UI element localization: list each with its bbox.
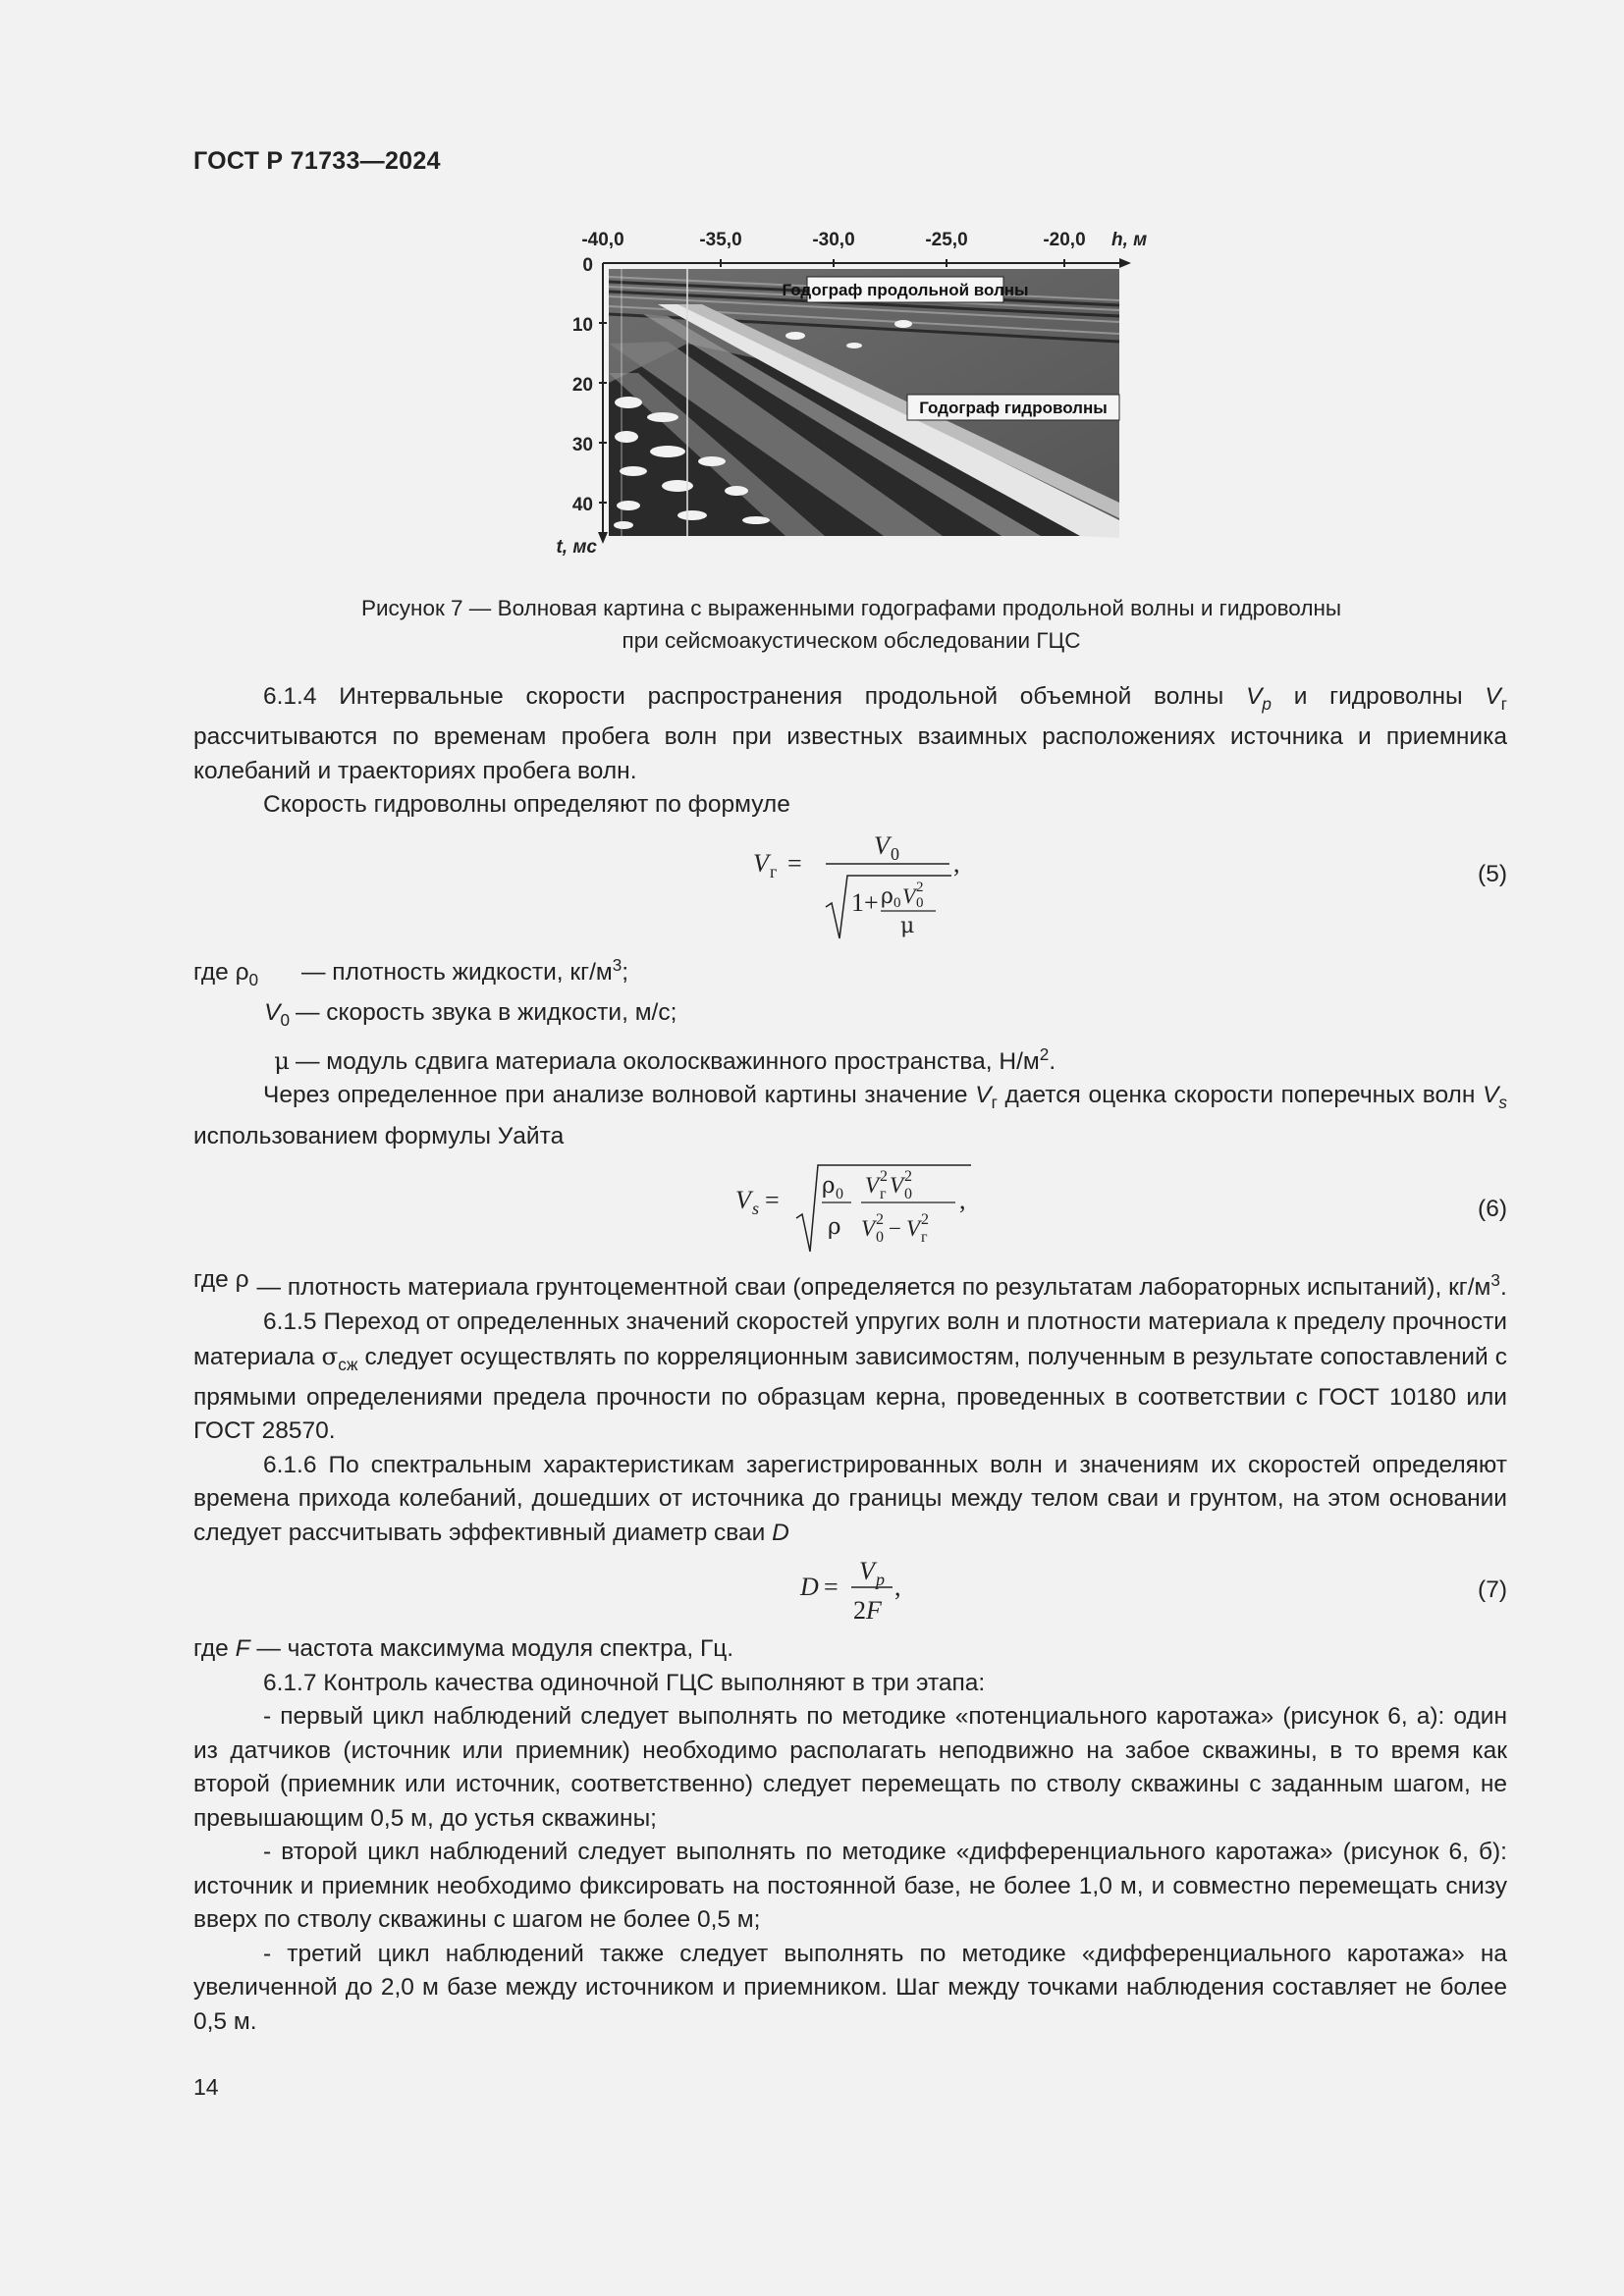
svg-text:г: г: [880, 1186, 887, 1203]
y-tick-label: 30: [571, 435, 593, 455]
x-tick-label: -30,0: [812, 230, 855, 250]
svg-text:г: г: [921, 1229, 928, 1247]
definition-line: $V_0$ — скорость звука в жидкости, м/с;: [264, 999, 677, 1031]
paragraph-6-1-4: 6.1.4 Интервальные скорости распространения продольной объемной волны $V_p$ и гидроволны $V_г$ рассчитываются по временам пробега волн при известных взаимных расположениях источника и приемника колебаний и траекториях пробега волн.: [193, 683, 1507, 784]
svg-text:2: 2: [916, 879, 924, 895]
svg-text:2: 2: [921, 1211, 929, 1229]
figure-7: [530, 226, 1159, 560]
svg-text:V: V: [865, 1173, 880, 1199]
svg-text:V: V: [735, 1186, 751, 1215]
formula-6-graphic: [731, 1157, 987, 1259]
svg-text:2: 2: [904, 1168, 912, 1186]
paragraph-hydro-formula-intro: Скорость гидроволны определяют по формуле: [263, 791, 790, 819]
x-tick-label: -25,0: [925, 230, 968, 250]
svg-text:0: 0: [891, 843, 899, 864]
svg-text:,: ,: [894, 1573, 901, 1602]
svg-text:V: V: [859, 1557, 875, 1586]
formula-6: [193, 1153, 1507, 1263]
svg-text:0: 0: [904, 1186, 912, 1203]
svg-text:2F: 2F: [853, 1596, 882, 1626]
x-tick-label: -20,0: [1043, 230, 1086, 250]
caption-line: Рисунок 7 — Волновая картина с выраженными годографами продольной волны и гидроволны: [360, 596, 1342, 620]
label-hydro-wave: Годограф гидроволны: [919, 399, 1108, 417]
svg-text:ρ: ρ: [881, 883, 893, 909]
svg-text:V: V: [753, 848, 769, 878]
x-axis-arrow-icon: [1119, 258, 1131, 268]
formula-7-graphic: [796, 1550, 914, 1632]
caption-line: при сейсмоакустическом обследовании ГЦС: [622, 628, 1081, 653]
list-item: - первый цикл наблюдений следует выполнять по методике «потенциального каротажа» (рисунок 6, а): один из датчиков (источник или приемник) необходимо располагать неподвижно на забое скважины, в то время как второй (приемник или источник, соответственно) следует перемещать по стволу скважины с заданным шагом, не превышающим 0,5 м, до устья скважины;: [193, 1703, 1507, 1832]
svg-text:V: V: [902, 882, 916, 908]
list-item: - третий цикл наблюдений также следует выполнять по методике «дифференциального каротажа» на увеличенной до 2,0 м базе между источником и приемником. Шаг между точками наблюдения составляет не более 0,5 м.: [193, 1940, 1507, 2035]
figure-caption: [193, 592, 1509, 657]
svg-text:μ: μ: [900, 913, 915, 938]
svg-text:2: 2: [880, 1168, 888, 1186]
definitions-formula-5: [193, 948, 1507, 1080]
equation-number: (7): [1478, 1576, 1507, 1604]
page-number: 14: [193, 2074, 219, 2100]
svg-text:V: V: [890, 1173, 904, 1199]
y-tick-label: 0: [582, 255, 593, 276]
definition-line: μ — модуль сдвига материала околоскважинного пространства, $Н/м^2$.: [274, 1043, 1056, 1075]
seismogram-figure: [530, 226, 1159, 560]
svg-text:г: г: [770, 861, 778, 881]
svg-text:=: =: [787, 848, 802, 878]
svg-text:=: =: [765, 1186, 780, 1215]
svg-text:,: ,: [953, 848, 960, 878]
svg-text:2: 2: [876, 1211, 884, 1229]
svg-text:D: D: [800, 1573, 819, 1602]
svg-text:V: V: [906, 1216, 921, 1242]
x-tick-label: -40,0: [581, 230, 624, 250]
x-axis-label: h, м: [1111, 230, 1148, 250]
svg-text:ρ: ρ: [828, 1214, 841, 1241]
svg-text:ρ: ρ: [822, 1173, 836, 1200]
label-longitudinal-wave: Годограф продольной волны: [782, 281, 1029, 299]
paragraph-6-1-7: 6.1.7 Контроль качества одиночной ГЦС выполняют в три этапа:: [263, 1669, 986, 1696]
svg-text:p: p: [876, 1570, 885, 1590]
definition-line: где $\rho_0$ — плотность жидкости, $кг/м^3$;: [193, 954, 629, 989]
y-tick-label: 20: [571, 375, 593, 396]
definition-F: где F — частота максимума модуля спектра, Гц.: [193, 1635, 734, 1663]
svg-text:V: V: [861, 1216, 876, 1242]
page-header: ГОСТ Р 71733—2024: [193, 147, 441, 175]
formula-5: [193, 823, 1507, 948]
equation-number: (5): [1478, 860, 1507, 887]
svg-text:s: s: [752, 1199, 760, 1219]
svg-text:,: ,: [959, 1186, 966, 1215]
svg-text:=: =: [824, 1573, 839, 1602]
paragraph-white-formula-intro: Через определенное при анализе волновой картины значение $V_г$ дается оценка скорости поперечных волн $V_s$ использованием формулы Уайта: [193, 1082, 1507, 1149]
y-axis-arrow-icon: [598, 532, 608, 544]
paragraph-6-1-6: 6.1.6 По спектральным характеристикам зарегистрированных волн и значениям их скоростей определяют времена прихода колебаний, дошедших от источника до границы между телом сваи и грунтом, на этом основании следует рассчитывать эффективный диаметр сваи D: [193, 1451, 1507, 1546]
svg-text:0: 0: [836, 1186, 843, 1203]
svg-text:0: 0: [916, 894, 924, 911]
definition-rho: где ρ — плотность материала грунтоцементной сваи (определяется по результатам лабораторных испытаний), $кг/м^3$.: [193, 1266, 1507, 1302]
body-text: [193, 680, 1507, 2039]
svg-text:−: −: [889, 1216, 901, 1242]
paragraph-6-1-5: 6.1.5 Переход от определенных значений скоростей упругих волн и плотности материала к пределу прочности материала $\sigma_{сж}$ следует осуществлять по корреляционным зависимостям, полученным в результате сопоставлений с прямыми определениями предела прочности по образцам керна, проведенных в соответствии с ГОСТ 10180 или ГОСТ 28570.: [193, 1308, 1507, 1445]
y-tick-label: 10: [571, 315, 593, 336]
svg-text:1+: 1+: [851, 887, 879, 917]
equation-number: (6): [1478, 1196, 1507, 1223]
svg-text:0: 0: [893, 894, 901, 911]
svg-text:V: V: [874, 830, 890, 860]
formula-5-graphic: [743, 828, 999, 946]
svg-text:0: 0: [876, 1229, 884, 1247]
y-tick-label: 40: [571, 495, 593, 515]
formula-7: [193, 1550, 1507, 1632]
list-item: - второй цикл наблюдений следует выполнять по методике «дифференциального каротажа» (рисунок 6, б): источник и приемник необходимо фиксировать на постоянной базе, не более 1,0 м, и совместно перемещать снизу вверх по стволу скважины с шагом не более 0,5 м;: [193, 1839, 1507, 1934]
y-axis-label: t, мс: [556, 537, 597, 558]
x-tick-label: -35,0: [699, 230, 742, 250]
